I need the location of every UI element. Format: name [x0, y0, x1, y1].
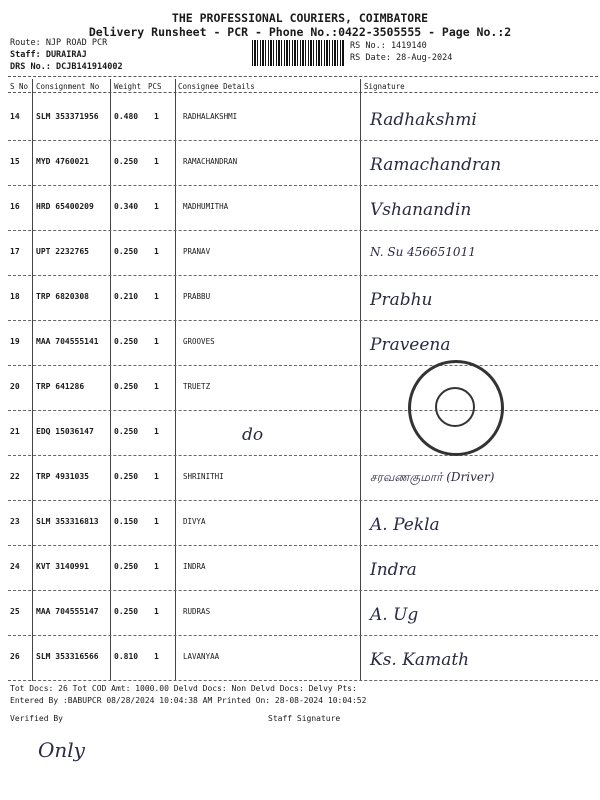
row-pcs: 1 [154, 562, 159, 571]
row-pcs: 1 [154, 202, 159, 211]
row-sno: 16 [10, 202, 20, 211]
row-weight: 0.340 [114, 202, 139, 211]
totals-line: Tot Docs: 26 Tot COD Amt: 1000.00 Delvd Docs: Non Delvd Docs: Delvy Pts: [10, 684, 357, 693]
row-signature: Ks. Kamath [370, 650, 470, 670]
row-signature: சரவணகுமார் (Driver) [370, 470, 495, 484]
table-row [0, 456, 600, 501]
row-pcs: 1 [154, 292, 159, 301]
staff-signature-label: Staff Signature [268, 714, 341, 723]
table-row [0, 636, 600, 681]
row-weight: 0.250 [114, 247, 139, 256]
route-text: Route: NJP ROAD PCR [10, 38, 108, 48]
row-signature: A. Pekla [370, 515, 440, 535]
table-row [0, 276, 600, 321]
seal-center [435, 387, 475, 427]
col-consignment: Consignment No [36, 82, 100, 91]
rs-number: RS No.: 1419140 [350, 41, 427, 51]
row-sno: 19 [10, 337, 20, 346]
row-consignee: PRANAV [183, 247, 211, 256]
row-consignee: DIVYA [183, 517, 206, 526]
row-pcs: 1 [154, 112, 159, 121]
row-weight: 0.250 [114, 382, 139, 391]
row-consignee: MADHUMITHA [183, 202, 229, 211]
table-row [0, 591, 600, 636]
barcode [252, 40, 344, 66]
row-consignee: RADHALAKSHMI [183, 112, 238, 121]
drs-number: DRS No.: DCJB141914002 [10, 62, 123, 72]
row-weight: 0.210 [114, 292, 139, 301]
row-sno: 26 [10, 652, 20, 661]
row-sno: 18 [10, 292, 20, 301]
row-consignment: KVT 3140991 [36, 562, 89, 571]
row-signature: Radhakshmi [370, 110, 477, 130]
row-signature: Prabhu [370, 290, 433, 310]
col-weight: Weight [114, 82, 142, 91]
row-sno: 21 [10, 427, 20, 436]
runsheet-subtitle: Delivery Runsheet - PCR - Phone No.:0422-3505555 - Page No.:2 [88, 25, 512, 39]
row-consignment: EDQ 15036147 [36, 427, 94, 436]
row-weight: 0.250 [114, 472, 139, 481]
row-signature: Ramachandran [370, 155, 502, 175]
col-signature: Signature [364, 82, 405, 91]
row-sno: 14 [10, 112, 20, 121]
col-pcs: PCS [148, 82, 162, 91]
table-row [0, 546, 600, 591]
row-consignee: PRABBU [183, 292, 211, 301]
row-consignment: MAA 704555141 [36, 337, 99, 346]
row-pcs: 1 [154, 472, 159, 481]
row-pcs: 1 [154, 157, 159, 166]
table-row [0, 366, 600, 411]
row-sno: 24 [10, 562, 20, 571]
company-seal [408, 360, 504, 456]
row-pcs: 1 [154, 427, 159, 436]
row-consignee: SHRINITHI [183, 472, 224, 481]
row-sno: 15 [10, 157, 20, 166]
row-signature: do [242, 425, 264, 445]
col-consignee: Consignee Details [178, 82, 255, 91]
row-weight: 0.250 [114, 427, 139, 436]
table-row [0, 96, 600, 141]
header-divider [8, 76, 598, 77]
row-weight: 0.150 [114, 517, 139, 526]
row-consignment: MYD 4760021 [36, 157, 89, 166]
row-pcs: 1 [154, 517, 159, 526]
row-consignment: SLM 353316813 [36, 517, 99, 526]
row-sno: 25 [10, 607, 20, 616]
row-signature: Praveena [370, 335, 451, 355]
row-weight: 0.480 [114, 112, 139, 121]
row-signature: Indra [370, 560, 417, 580]
row-pcs: 1 [154, 607, 159, 616]
table-row [0, 186, 600, 231]
row-consignment: TRP 4931035 [36, 472, 89, 481]
row-pcs: 1 [154, 247, 159, 256]
table-row [0, 501, 600, 546]
row-consignee: INDRA [183, 562, 206, 571]
row-consignment: SLM 353316566 [36, 652, 99, 661]
row-weight: 0.250 [114, 157, 139, 166]
col-sno: S No [10, 82, 29, 91]
header-divider-bottom [8, 92, 598, 93]
row-weight: 0.810 [114, 652, 139, 661]
row-weight: 0.250 [114, 607, 139, 616]
row-consignment: TRP 6820308 [36, 292, 89, 301]
row-sno: 22 [10, 472, 20, 481]
row-consignment: SLM 353371956 [36, 112, 99, 121]
company-title: THE PROFESSIONAL COURIERS, COIMBATORE [171, 11, 429, 25]
row-sno: 17 [10, 247, 20, 256]
verified-by-label: Verified By [10, 714, 63, 723]
row-consignment: HRD 65400209 [36, 202, 94, 211]
row-weight: 0.250 [114, 337, 139, 346]
row-signature: A. Ug [370, 605, 419, 625]
row-divider [8, 680, 598, 681]
row-consignee: RUDRAS [183, 607, 211, 616]
table-row [0, 321, 600, 366]
entered-line: Entered By :BABUPCR 08/28/2024 10:04:38 AM Printed On: 28-08-2024 10:04:52 [10, 696, 367, 705]
verifier-signature: Only [38, 738, 85, 762]
table-row [0, 411, 600, 456]
row-consignee: GROOVES [183, 337, 215, 346]
row-pcs: 1 [154, 652, 159, 661]
row-sno: 20 [10, 382, 20, 391]
row-weight: 0.250 [114, 562, 139, 571]
row-consignment: TRP 641286 [36, 382, 85, 391]
row-pcs: 1 [154, 382, 159, 391]
row-consignment: UPT 2232765 [36, 247, 89, 256]
row-consignment: MAA 704555147 [36, 607, 99, 616]
row-pcs: 1 [154, 337, 159, 346]
staff-text: Staff: DURAIRAJ [10, 50, 87, 60]
row-signature: Vshanandin [370, 200, 472, 220]
row-consignee: RAMACHANDRAN [183, 157, 238, 166]
row-consignee: LAVANYAA [183, 652, 220, 661]
row-consignee: TRUETZ [183, 382, 211, 391]
row-signature: N. Su 456651011 [370, 245, 476, 259]
table-row [0, 141, 600, 186]
row-sno: 23 [10, 517, 20, 526]
rs-date: RS Date: 28-Aug-2024 [350, 53, 453, 63]
table-row [0, 231, 600, 276]
